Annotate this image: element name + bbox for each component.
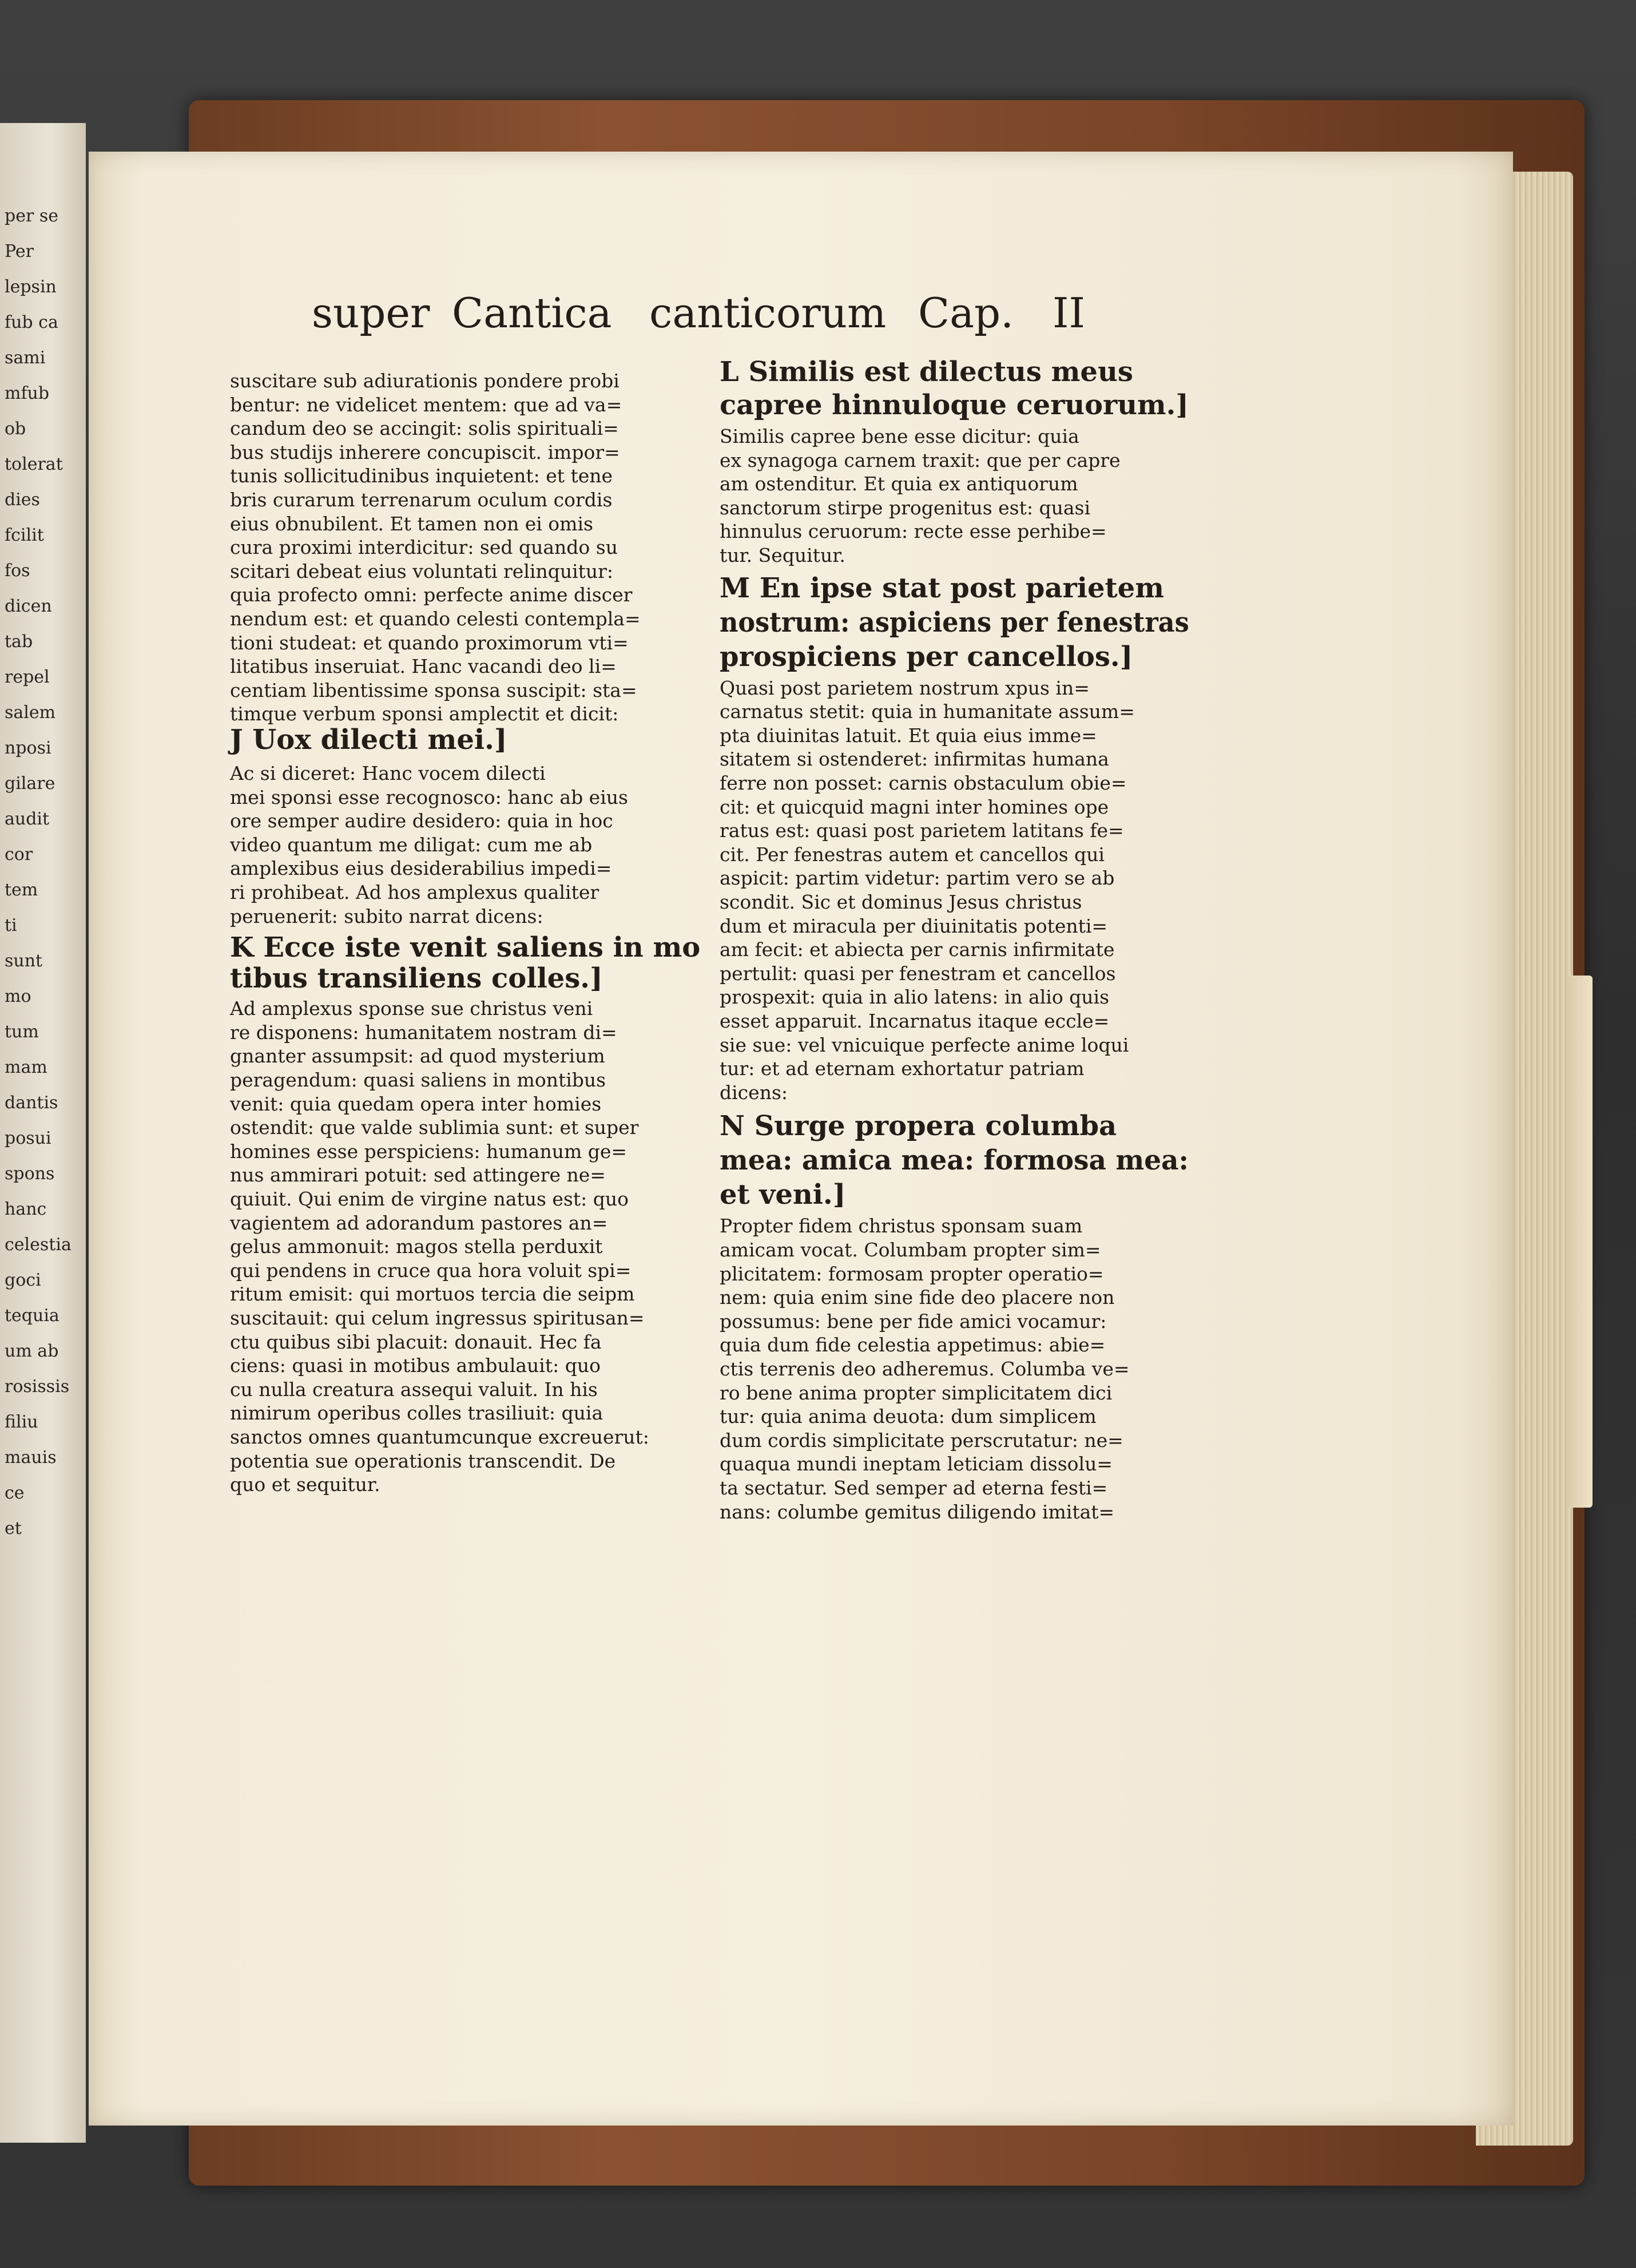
left-page-fragment: tum (5, 1022, 39, 1042)
left-page-fragment: gilare (5, 774, 55, 794)
text-line: mei sponsi esse recognosco: hanc ab eius (230, 786, 628, 808)
text-line: dicens: (720, 1081, 788, 1104)
text-line: amicam vocat. Columbam propter sim= (720, 1239, 1101, 1261)
text-line: am fecit: et abiecta per carnis infirmitate (720, 938, 1115, 961)
text-line: prospexit: quia in alio latens: in alio quis (720, 986, 1110, 1009)
text-line: re disponens: humanitatem nostram di= (230, 1021, 617, 1044)
text-line: Ac si diceret: Hanc vocem dilecti (230, 762, 546, 784)
text-line: suscitare sub adiurationis pondere probi (230, 370, 620, 392)
text-line: nus ammirari potuit: sed attingere ne= (230, 1164, 606, 1187)
left-page-fragment: ce (5, 1483, 25, 1503)
text-line: nem: quia enim sine fide deo placere non (720, 1286, 1115, 1309)
text-line: eius obnubilent. Et tamen non ei omis (230, 512, 593, 535)
text-line: ratus est: quasi post parietem latitans fe= (720, 819, 1124, 842)
text-line: gnanter assumpsit: ad quod mysterium (230, 1045, 605, 1068)
text-line: nendum est: et quando celesti contempla= (230, 608, 641, 630)
left-page-fragment: hanc (5, 1199, 47, 1219)
text-line: pertulit: quasi per fenestram et cancellos (720, 962, 1116, 985)
text-line: amplexibus eius desiderabilius impedi= (230, 857, 612, 880)
text-line: quia dum fide celestia appetimus: abie= (720, 1334, 1106, 1357)
text-line: video quantum me diligat: cum me ab (230, 833, 593, 856)
text-line: pta diuinitas latuit. Et quia eius imme= (720, 724, 1097, 747)
text-line: bentur: ne videlicet mentem: que ad va= (230, 393, 622, 416)
text-line: possumus: bene per fide amici vocamur: (720, 1310, 1107, 1333)
text-line: esset apparuit. Incarnatus itaque eccle= (720, 1010, 1110, 1032)
text-line: ferre non posset: carnis obstaculum obie= (720, 772, 1127, 794)
paper-tab (1566, 976, 1593, 1508)
left-page-fragment: posui (5, 1128, 51, 1148)
text-line: suscitauit: qui celum ingressus spiritusan= (230, 1307, 645, 1329)
lemma-heading: nostrum: aspiciens per fenestras (720, 606, 1189, 639)
left-page-fragment: dies (5, 490, 40, 510)
text-line: tur: quia anima deuota: dum simplicem (720, 1405, 1097, 1428)
left-page-fragment: dantis (5, 1093, 58, 1113)
chapter-number: II (1053, 289, 1085, 337)
left-page-fragment: dicen (5, 596, 52, 616)
text-line: qui pendens in cruce qua hora voluit spi= (230, 1259, 632, 1282)
text-line: ex synagoga carnem traxit: que per capre (720, 449, 1121, 471)
text-line: tur. Sequitur. (720, 544, 845, 566)
text-line: tioni studeat: et quando proximorum vti= (230, 631, 629, 654)
text-line: quiuit. Qui enim de virgine natus est: quo (230, 1188, 629, 1210)
left-page-fragment: filiu (5, 1412, 38, 1432)
left-page-fragment: tolerat (5, 454, 63, 474)
left-page-fragment: fcilit (5, 525, 44, 545)
text-line: bris curarum terrenarum oculum cordis (230, 489, 613, 511)
text-line: ta sectatur. Sed semper ad eterna festi= (720, 1477, 1108, 1499)
text-line: ctu quibus sibi placuit: donauit. Hec fa (230, 1330, 602, 1353)
left-page-fragment: lepsin (5, 277, 57, 297)
lemma-heading: prospiciens per cancellos.] (720, 640, 1133, 673)
lemma-heading: K Ecce iste venit saliens in mo (230, 931, 701, 964)
text-line: sanctorum stirpe progenitus est: quasi (720, 496, 1090, 519)
header-word-cantica: Cantica (452, 289, 612, 337)
text-line: nans: columbe gemitus diligendo imitat= (720, 1500, 1115, 1523)
left-page-fragment: mfub (5, 383, 50, 403)
lemma-heading: J Uox dilecti mei.] (230, 724, 507, 756)
text-line: cit: et quicquid magni inter homines ope (720, 795, 1109, 818)
left-page-fragment: salem (5, 703, 56, 723)
left-page-fragment: et (5, 1518, 22, 1539)
text-line: gelus ammonuit: magos stella perduxit (230, 1235, 603, 1258)
left-page-fragment: repel (5, 667, 50, 687)
lemma-heading: L Similis est dilectus meus (720, 356, 1133, 388)
text-line: quo et sequitur. (230, 1473, 380, 1496)
text-line: potentia sue operationis transcendit. De (230, 1449, 616, 1472)
running-header (312, 289, 1130, 340)
text-line: tur: et ad eternam exhortatur patriam (720, 1057, 1085, 1080)
left-page-fragment: fub ca (5, 312, 58, 332)
text-line: plicitatem: formosam propter operatio= (720, 1262, 1104, 1285)
left-page-fragment: nposi (5, 738, 51, 758)
text-line: quia profecto omni: perfecte anime discer (230, 584, 633, 606)
text-line: sanctos omnes quantumcunque excreuerut: (230, 1426, 649, 1448)
text-line: vagientem ad adorandum pastores an= (230, 1211, 608, 1234)
text-line: dum et miracula per diuinitatis potenti= (720, 914, 1108, 937)
left-page-fragment: rosissis (5, 1377, 70, 1397)
text-line: venit: quia quedam opera inter homies (230, 1092, 602, 1115)
text-line: carnatus stetit: quia in humanitate assum= (720, 700, 1135, 723)
text-line: ostendit: que valde sublimia sunt: et super (230, 1116, 639, 1139)
text-line: peragendum: quasi saliens in montibus (230, 1069, 606, 1091)
text-line: scondit. Sic et dominus Jesus christus (720, 891, 1082, 913)
text-line: aspicit: partim videtur: partim vero se ab (720, 867, 1115, 890)
text-line: Ad amplexus sponse sue christus veni (230, 997, 593, 1020)
left-page-fragment: mo (5, 986, 31, 1006)
left-page-fragment: celestia (5, 1235, 72, 1255)
text-line: peruenerit: subito narrat dicens: (230, 905, 543, 927)
left-page-fragment: um ab (5, 1341, 59, 1361)
lemma-heading: mea: amica mea: formosa mea: (720, 1144, 1189, 1177)
text-line: centiam libentissime sponsa suscipit: sta= (230, 679, 637, 701)
text-line: ciens: quasi in motibus ambulauit: quo (230, 1354, 601, 1377)
text-line: Similis capree bene esse dicitur: quia (720, 425, 1079, 447)
text-line: ore semper audire desidero: quia in hoc (230, 810, 613, 832)
left-page-fragment: ti (5, 915, 17, 935)
text-line: candum deo se accingit: solis spirituali= (230, 417, 619, 440)
left-page-fragment: sunt (5, 951, 43, 971)
text-line: tunis sollicitudinibus inquietent: et tene (230, 465, 613, 487)
text-line: Quasi post parietem nostrum xpus in= (720, 676, 1090, 699)
text-line: bus studijs inherere concupiscit. impor= (230, 441, 620, 463)
left-page-fragment: sami (5, 348, 46, 368)
text-line: litatibus inseruiat. Hanc vacandi deo li= (230, 655, 617, 678)
left-page-fragment: tem (5, 880, 38, 900)
left-page-fragment: cor (5, 844, 33, 865)
text-line: ri prohibeat. Ad hos amplexus qualiter (230, 881, 599, 903)
text-line: hinnulus ceruorum: recte esse perhibe= (720, 520, 1107, 543)
text-line: quaqua mundi ineptam leticiam dissolu= (720, 1453, 1113, 1476)
text-line: dum cordis simplicitate perscrutatur: ne= (720, 1429, 1123, 1452)
text-line: scitari debeat eius voluntati relinquitur: (230, 560, 614, 582)
text-line: cura proximi interdicitur: sed quando su (230, 536, 618, 559)
left-page-fragment: mauis (5, 1448, 57, 1468)
lemma-heading: tibus transiliens colles.] (230, 962, 603, 995)
left-page-fragment: per se (5, 206, 58, 226)
text-line: sitatem si ostenderet: infirmitas humana (720, 748, 1109, 771)
left-page-fragment: audit (5, 809, 50, 829)
left-page-fragment: tab (5, 632, 33, 652)
left-page-fragment: Per (5, 241, 34, 261)
text-line: ro bene anima propter simplicitatem dici (720, 1381, 1113, 1404)
header-word-cap: Cap. (918, 289, 1014, 337)
lemma-heading: N Surge propera columba (720, 1110, 1117, 1143)
text-line: homines esse perspiciens: humanum ge= (230, 1140, 628, 1163)
left-page-fragment: mam (5, 1057, 47, 1077)
text-line: cu nulla creatura assequi valuit. In his (230, 1378, 598, 1401)
lemma-heading: et veni.] (720, 1179, 846, 1211)
text-line: timque verbum sponsi amplectit et dicit: (230, 703, 619, 725)
text-line: ctis terrenis deo adheremus. Columba ve= (720, 1358, 1130, 1380)
left-page-fragment: tequia (5, 1306, 59, 1326)
text-line: ritum emisit: qui mortuos tercia die seipm (230, 1283, 635, 1306)
text-line: Propter fidem christus sponsam suam (720, 1215, 1083, 1238)
text-line: cit. Per fenestras autem et cancellos qui (720, 843, 1105, 866)
left-page-fragment: spons (5, 1164, 55, 1184)
lemma-heading: capree hinnuloque ceruorum.] (720, 389, 1189, 421)
header-word-canticorum: canticorum (649, 289, 887, 337)
left-facing-page (0, 123, 86, 2143)
text-line: am ostenditur. Et quia ex antiquorum (720, 473, 1078, 495)
left-page-fragment: goci (5, 1270, 41, 1290)
text-line: sie sue: vel vnicuique perfecte anime loqui (720, 1033, 1129, 1056)
left-page-fragment: ob (5, 419, 26, 439)
text-line: nimirum operibus colles trasiliuit: quia (230, 1402, 603, 1425)
left-page-fragment: fos (5, 561, 30, 581)
lemma-heading: M En ipse stat post parietem (720, 572, 1164, 604)
header-word-super: super (312, 289, 430, 337)
